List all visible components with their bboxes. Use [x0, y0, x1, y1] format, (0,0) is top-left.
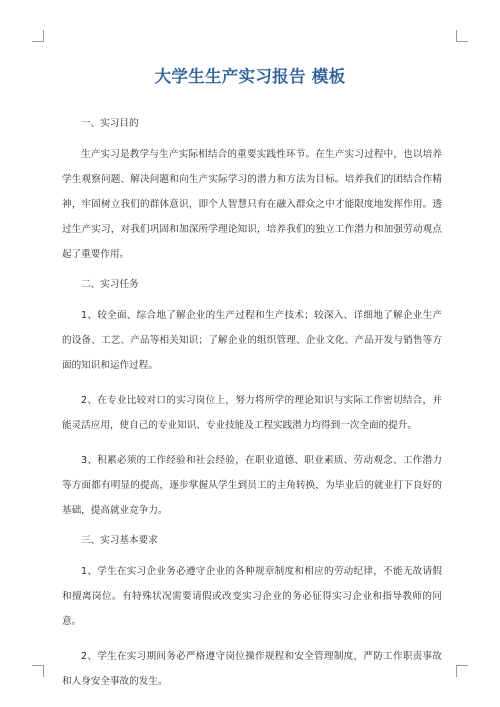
page-title: 大学生生产实习报告 模板: [154, 67, 346, 86]
paragraph: 生产实习是教学与生产实际相结合的重要实践性环节。在生产实习过程中，也以培养学生观察问题、解决问题和向生产实际学习的潜力和方法为目标。培养我们的团结合作精神，牢固树立我们的群体意识，即个人智慧只有在融入群众之中才能限度地发挥作用。透过生产实习，对我们巩固和加深所学理论知识，培养我们的独立工作潜力和加强劳动观点起了重要作用。: [62, 149, 442, 260]
section-requirements: [62, 533, 442, 694]
section-heading: 二、实习任务: [81, 279, 139, 290]
section-tasks: [62, 277, 442, 523]
paragraph: 2、学生在实习期间务必严格遵守岗位操作规程和安全管理制度，严防工作职责事故和人身安全事故的发生。: [62, 651, 442, 687]
paragraph: 3、积累必须的工作经验和社会经验，在职业道德、职业素质、劳动观念、工作潜力等方面都有明显的提高，逐步掌握从学生到员工的主角转换，为毕业后的就业打下良好的基础，提高就业竞争力。: [62, 455, 442, 516]
paragraph: 2、在专业比较对口的实习岗位上，努力将所学的理论知识与实际工作密切结合，并能灵活应用，使自己的专业知识、专业技能及工程实践潜力均得到一次全面的提升。: [62, 395, 442, 431]
section-heading: 一、实习目的: [81, 118, 139, 129]
paragraph: 1、较全面、综合地了解企业的生产过程和生产技术；较深入、详细地了解企业生产的设备、工艺、产品等相关知识；了解企业的组织管理、企业文化、产品开发与销售等方面的知识和运作过程。: [62, 310, 442, 371]
section-purpose: [62, 116, 442, 267]
page-corner-mark-bottom-left: [32, 665, 44, 677]
section-heading: 三、实习基本要求: [81, 535, 158, 546]
page-corner-mark-top-left: [32, 30, 44, 42]
paragraph: 1、学生在实习企业务必遵守企业的各种规章制度和相应的劳动纪律，不能无故请假和擅离岗位。有特殊状况需要请假或改变实习企业的务必征得实习企业和指导教师的同意。: [62, 566, 442, 627]
page-corner-mark-bottom-right: [456, 665, 468, 677]
page-corner-mark-top-right: [456, 30, 468, 42]
document-body: [62, 116, 442, 704]
